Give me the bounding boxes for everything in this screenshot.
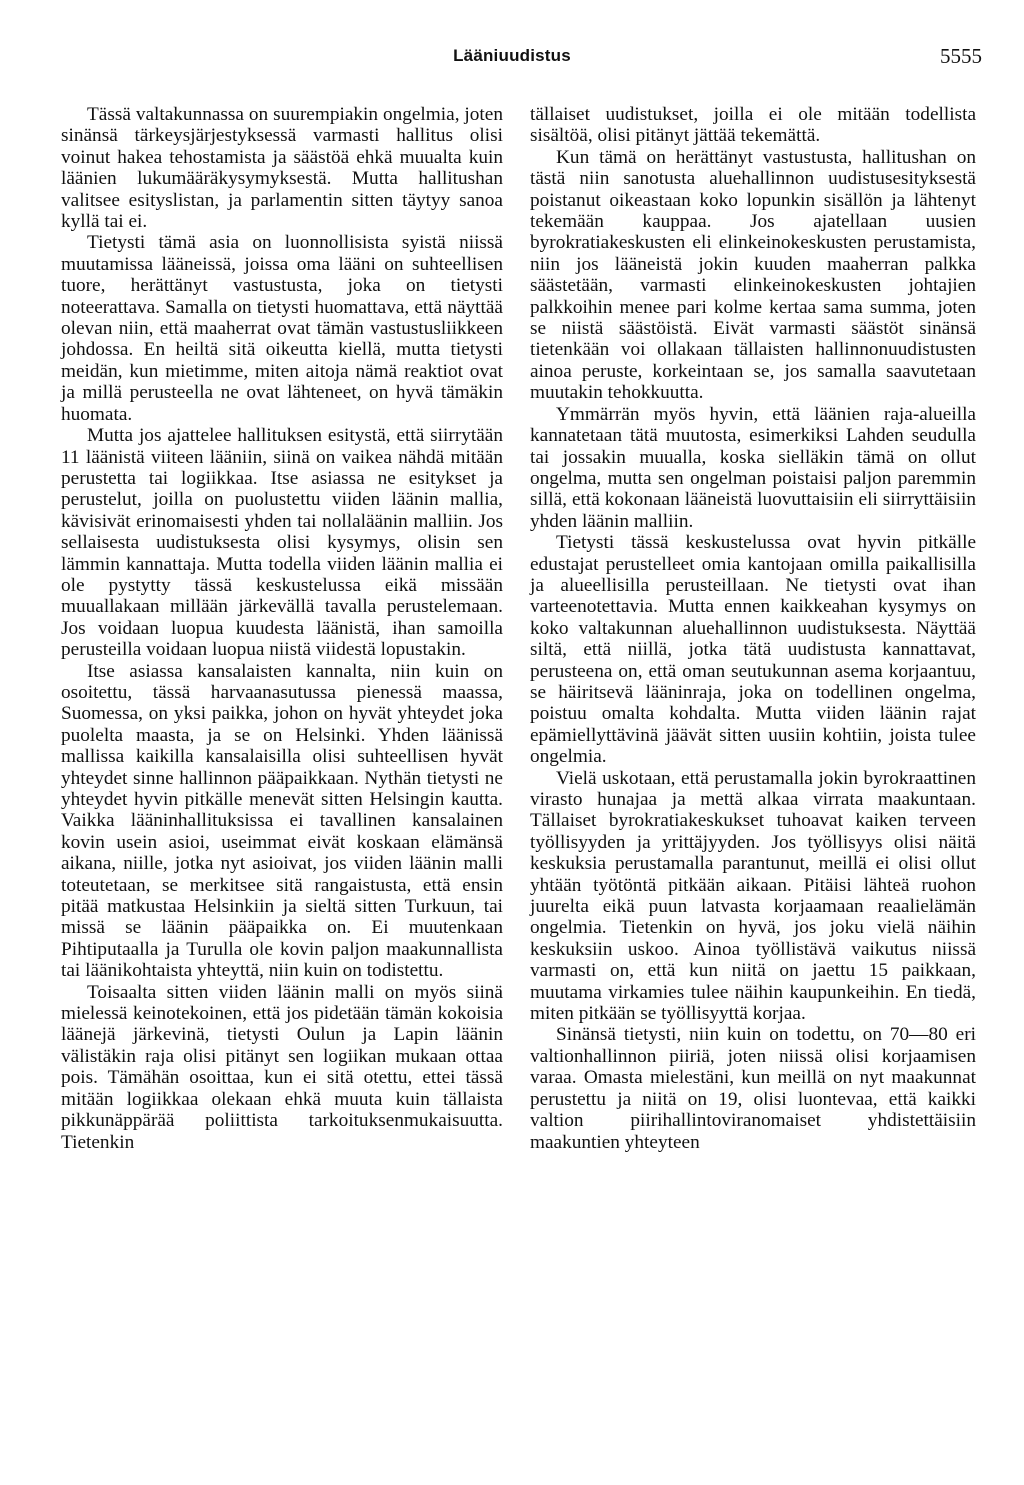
paragraph: Tietysti tämä asia on luonnollisista syistä niissä muutamissa lääneissä, joissa oma lääni on suhteellisen tuore, herättänyt vastustusta, joka on tietysti noteerattava. Samalla on tietysti huomattava, että näyttää olevan niin, että maaherrat ovat tämän vastustusliikkeen johdossa. En heiltä sitä oikeutta kiellä, mutta tietysti meidän, kun mietimme, miten aitoja nämä reaktiot ovat ja millä perusteella ne ovat lähteneet, on hyvä tämäkin huomata. — [61, 232, 503, 425]
page-number: 5555 — [940, 44, 982, 68]
paragraph: Tietysti tässä keskustelussa ovat hyvin pitkälle edustajat perustelleet omia kantojaan omilla paikallisilla ja alueellisilla perusteillaan. Ne tietysti ovat ihan varteenotettavia. Mutta ennen kaikkeahan kysymys on koko valtakunnan aluehallinnon uudistuksesta. Näyttää siltä, että niillä, jotka tätä uudistusta kannattavat, perusteena on, että oman seutukunnan asema korjaantuu, se häiritsevä lääninraja, joka on todellinen ongelma, poistuu omalta kohdalta. Mutta viiden läänin rajat epämiellyttävinä jäävät sitten uusiin kohtiin, joista tulee ongelmia. — [530, 532, 976, 768]
paragraph: Tässä valtakunnassa on suurempiakin ongelmia, joten sinänsä tärkeysjärjestyksessä varmasti hallitus olisi voinut hakea tehostamista ja säästöä ehkä muualta kuin läänien lukumääräkysymyksestä. Mutta hallitushan valitsee esityslistan, ja parlamentin sitten täytyy sanoa kyllä tai ei. — [61, 104, 503, 233]
running-header-title: Lääniuudistus — [453, 46, 571, 65]
paragraph: Toisaalta sitten viiden läänin malli on myös siinä mielessä keinotekoinen, että jos pidetään tämän kokoisia läänejä järkevinä, tietysti Oulun ja Lapin läänin välistäkin raja olisi pitänyt sen logiikan mukaan ottaa pois. Tämähän osoittaa, kun ei sitä otettu, ettei tässä mitään logiikkaa olekaan ehkä muuta kuin tällaista pikkunäppärää poliittista tarkoituksenmukaisuutta. Tietenkin — [61, 981, 503, 1153]
paragraph: Sinänsä tietysti, niin kuin on todettu, on 70—80 eri valtionhallinnon piiriä, joten niissä olisi korjaamisen varaa. Omasta mielestäni, kun meillä on nyt maakunnat perustettu ja niitä on 19, olisi luontevaa, että kaikki valtion piirihallintoviranomaiset yhdistettäisiin maakuntien yhteyteen — [530, 1024, 976, 1153]
paragraph-continued: tällaiset uudistukset, joilla ei ole mitään todellista sisältöä, olisi pitänyt jättää tekemättä. — [530, 104, 976, 147]
right-column — [530, 104, 976, 1153]
paragraph: Vielä uskotaan, että perustamalla jokin byrokraattinen virasto hunajaa ja mettä alkaa virrata maakuntaan. Tällaiset byrokratiakeskukset tuhoavat kaiken terveen työllisyyden ja yrittäjyyden. Jos työllisyys olisi näitä keskuksia perustamalla parantunut, meillä ei olisi ollut yhtään työtöntä pitkään aikaan. Pitäisi lähteä ruohon juurelta eikä puun latvasta korjaamaan reaalielämän ongelmia. Tietenkin on hyvä, jos joku vielä näihin keskuksiin uskoo. Ainoa työllistävä vaikutus niissä varmasti on, että kun niitä on jaettu 15 paikkaan, muutama virkamies tulee näihin kaupunkeihin. En tiedä, miten pitkään se työllisyyttä korjaa. — [530, 767, 976, 1025]
paragraph: Ymmärrän myös hyvin, että läänien raja-alueilla kannatetaan tätä muutosta, esimerkiksi Lahden seudulla tai jossakin muualla, koska sielläkin tämä on ollut ongelma, mutta sen ongelman poistaisi paljon paremmin sillä, että kokonaan lääneistä luovuttaisiin eli siirryttäisiin yhden läänin malliin. — [530, 403, 976, 532]
left-column — [61, 104, 503, 1153]
paragraph: Mutta jos ajattelee hallituksen esitystä, että siirrytään 11 läänistä viiteen lääniin, siinä on vaikea nähdä mitään perustetta tai logiikkaa. Itse asiassa ne esitykset ja perustelut, joilla on puolustettu viiden läänin mallia, kävisivät erinomaisesti yhden tai nollaläänin malliin. Jos sellaisesta uudistuksesta olisi kysymys, olisin sen lämmin kannattaja. Mutta todella viiden läänin mallia ei ole pystytty tässä keskustelussa eikä missään muuallakaan millään järkevällä tavalla perustelemaan. Jos voidaan luopua kuudesta läänistä, ihan samoilla perusteilla voidaan luopua niistä viidestä lopustakin. — [61, 425, 503, 661]
paragraph: Kun tämä on herättänyt vastustusta, hallitushan on tästä niin sanotusta aluehallinnon uudistusesityksestä poistanut oikeastaan koko lopunkin sisällön ja lähtenyt tekemään kauppaa. Jos ajatellaan uusien byrokratiakeskusten eli elinkeinokeskusten perustamista, niin jos lääneistä jokin kuuden maaherran palkka säästetään, varmasti elinkeinokeskusten johtajien palkkoihin menee pari kolme kertaa sama summa, joten se niistä säästöistä. Eivät varmasti säästöt sinänsä tietenkään voi ollakaan tällaisten hallinnonuudistusten ainoa peruste, korkeintaan se, jos samalla saavutetaan muutakin tehokkuutta. — [530, 146, 976, 404]
paragraph: Itse asiassa kansalaisten kannalta, niin kuin on osoitettu, tässä harvaanasutussa pienessä maassa, Suomessa, on yksi paikka, johon on hyvät yhteydet joka puolelta maasta, ja se on Helsinki. Yhden läänissä mallissa kaikilla kansalaisilla olisi suhteellisen hyvät yhteydet sinne hallinnon pääpaikkaan. Nythän tietysti ne yhteydet hyvin pitkälle menevät sitten Helsingin kautta. Vaikka lääninhallituksissa ei tavallinen kansalainen kovin usein asioi, useimmat eivät koskaan elämänsä aikana, niille, jotka nyt asioivat, jos viiden läänin malli toteutetaan, se merkitsee sitä rangaistusta, että ensin pitää matkustaa Helsinkiin ja sieltä sitten Turkuun, tai missä se läänin pääpaikka on. Ei muutenkaan Pihtiputaalla ja Turulla ole kovin paljon maakunnallista tai läänikohtaista yhteyttä, niin kuin on todistettu. — [61, 660, 503, 982]
